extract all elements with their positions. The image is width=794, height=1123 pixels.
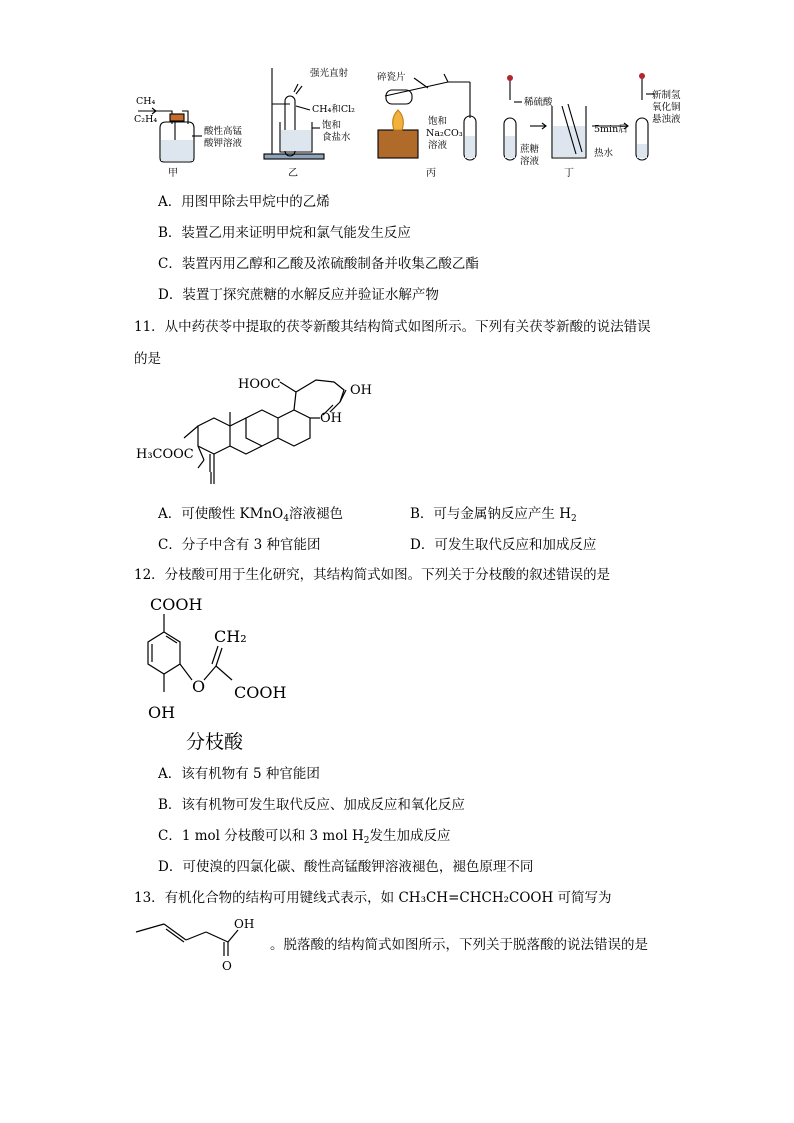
q12-oh-label: OH xyxy=(148,703,176,722)
q12-compound-name: 分枝酸 xyxy=(186,731,244,753)
jia-solution-label-2: 酸钾溶液 xyxy=(204,138,243,149)
jia-gas2-label: C₂H₄ xyxy=(134,114,158,125)
yi-water-label-2: 食盐水 xyxy=(322,132,351,143)
ding-caption: 丁 xyxy=(564,168,574,179)
apparatus-figure xyxy=(130,66,700,184)
q11-stem-line1: 11．从中药茯苓中提取的茯苓新酸其结构简式如图所示。下列有关茯苓新酸的说法错误 xyxy=(134,319,651,335)
bing-chips-label: 碎瓷片 xyxy=(377,72,406,83)
q13-stem-tail: 。脱落酸的结构简式如图所示，下列关于脱落酸的说法错误的是 xyxy=(270,937,648,953)
q13-structure xyxy=(134,912,274,976)
q10-option-c: C．装置丙用乙醇和乙酸及浓硫酸制备并收集乙酸乙酯 xyxy=(158,256,479,272)
yi-light-label: 强光直射 xyxy=(310,68,349,79)
q12-option-c: C．1 mol 分枝酸可以和 3 mol $H_2$发生加成反应 xyxy=(158,828,451,846)
jia-gas1-label: CH₄ xyxy=(136,96,156,107)
q10-option-a: A．用图甲除去甲烷中的乙烯 xyxy=(158,194,330,210)
ding-cu-label-3: 悬浊液 xyxy=(652,114,681,125)
bing-caption: 丙 xyxy=(426,168,436,179)
q11-oh-top-label: OH xyxy=(350,383,372,398)
yi-water-label-1: 饱和 xyxy=(322,120,342,131)
ding-hot-water-label: 热水 xyxy=(594,148,614,159)
apparatus-bing xyxy=(378,74,476,160)
q10-option-d: D．装置丁探究蔗糖的水解反应并验证水解产物 xyxy=(158,287,439,303)
q11-option-a: A．可使酸性 KMnO$_4$溶液褪色 xyxy=(158,506,343,524)
bing-solution-label-3: 溶液 xyxy=(428,140,448,151)
q12-cooh-right-label: COOH xyxy=(234,683,287,702)
q12-option-b: B．该有机物可发生取代反应、加成反应和氧化反应 xyxy=(158,797,465,813)
q12-option-d: D．可使溴的四氯化碳、酸性高锰酸钾溶液褪色，褪色原理不同 xyxy=(158,859,534,875)
ding-acid-label: 稀硫酸 xyxy=(524,97,553,108)
ding-cu-label-1: 新制氢 xyxy=(652,90,681,101)
q12-option-a: A．该有机物有 5 种官能团 xyxy=(158,766,320,782)
q13-o-label: O xyxy=(222,959,232,973)
q11-option-c: C．分子中含有 3 种官能团 xyxy=(158,537,321,553)
ding-sugar-label-2: 溶液 xyxy=(520,156,540,167)
ding-cu-label-2: 氧化铜 xyxy=(652,102,681,113)
ding-sugar-label-1: 蔗糖 xyxy=(520,144,540,155)
q11-structure xyxy=(134,368,394,498)
q11-stem-line2: 的是 xyxy=(134,351,161,367)
q12-ch2-label: CH₂ xyxy=(214,627,247,646)
q13-oh-label: OH xyxy=(234,917,255,931)
q11-oh-ring-label: OH xyxy=(320,411,342,426)
bing-solution-label-1: 饱和 xyxy=(428,116,448,127)
q11-option-d: D．可发生取代反应和加成反应 xyxy=(410,537,597,553)
q11-hooc-label: HOOC xyxy=(238,377,281,392)
q12-cooh-top-label: COOH xyxy=(150,595,203,614)
q12-stem: 12．分枝酸可用于生化研究，其结构简式如图。下列关于分枝酸的叙述错误的是 xyxy=(134,567,611,583)
bing-solution-label-2: Na₂CO₃ xyxy=(426,128,463,139)
q12-structure xyxy=(134,592,314,724)
jia-solution-label-1: 酸性高锰 xyxy=(204,126,243,137)
yi-gases-label: CH₄和Cl₂ xyxy=(312,104,355,115)
q11-ester-label: H₃COOC xyxy=(136,447,194,462)
q10-option-b: B．装置乙用来证明甲烷和氯气能发生反应 xyxy=(158,225,411,241)
q13-stem: 13．有机化合物的结构可用键线式表示，如 CH₃CH=CHCH₂COOH 可简写为 xyxy=(134,890,612,906)
q12-o-label: O xyxy=(192,677,206,696)
yi-caption: 乙 xyxy=(288,168,298,179)
ding-time-label: 5min后 xyxy=(594,124,628,135)
q11-option-b: B．可与金属钠反应产生 $H_2$ xyxy=(410,506,577,524)
jia-caption: 甲 xyxy=(168,168,178,179)
